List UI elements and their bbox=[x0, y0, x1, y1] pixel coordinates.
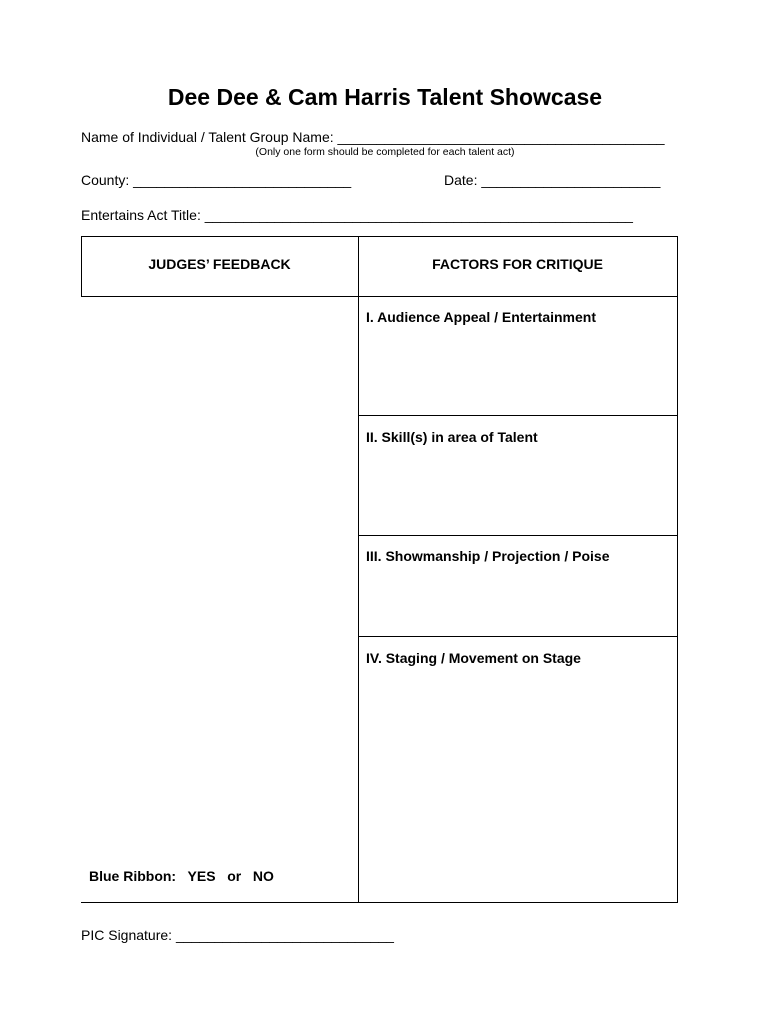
factor-skill: II. Skill(s) in area of Talent bbox=[366, 429, 538, 445]
date-field bbox=[444, 172, 660, 188]
county-field bbox=[81, 172, 351, 188]
judges-feedback-area[interactable] bbox=[82, 297, 358, 857]
signature-label: PIC Signature: bbox=[81, 927, 173, 943]
table-right-border bbox=[677, 236, 678, 903]
form-note: (Only one form should be completed for each talent act) bbox=[255, 146, 515, 158]
form-title: Dee Dee & Cam Harris Talent Showcase bbox=[167, 84, 603, 110]
factor-showmanship: III. Showmanship / Projection / Poise bbox=[366, 548, 610, 564]
factor-divider-3 bbox=[358, 636, 678, 637]
county-label: County: bbox=[81, 172, 130, 188]
act-title-label: Entertains Act Title: bbox=[81, 207, 201, 223]
name-field bbox=[81, 129, 665, 145]
table-bottom-border bbox=[81, 902, 678, 903]
name-blank[interactable]: __________________________________________ bbox=[337, 129, 665, 145]
judges-feedback-header: JUDGES’ FEEDBACK bbox=[148, 256, 291, 272]
county-blank[interactable]: ____________________________ bbox=[133, 172, 352, 188]
name-label: Name of Individual / Talent Group Name: bbox=[81, 129, 334, 145]
factors-header: FACTORS FOR CRITIQUE bbox=[432, 256, 603, 272]
signature-field bbox=[81, 927, 394, 943]
factor-divider-2 bbox=[358, 535, 678, 536]
column-divider bbox=[358, 236, 359, 903]
factor-divider-1 bbox=[358, 415, 678, 416]
act-title-blank[interactable]: _______________________________________________________ bbox=[204, 207, 633, 223]
blue-ribbon-choice[interactable]: Blue Ribbon: YES or NO bbox=[89, 868, 274, 884]
signature-blank[interactable]: ____________________________ bbox=[175, 927, 394, 943]
date-blank[interactable]: _______________________ bbox=[481, 172, 661, 188]
table-top-border bbox=[81, 236, 678, 237]
factor-staging: IV. Staging / Movement on Stage bbox=[366, 650, 581, 666]
factor-audience-appeal: I. Audience Appeal / Entertainment bbox=[366, 309, 597, 325]
act-title-field bbox=[81, 207, 633, 223]
date-label: Date: bbox=[444, 172, 478, 188]
